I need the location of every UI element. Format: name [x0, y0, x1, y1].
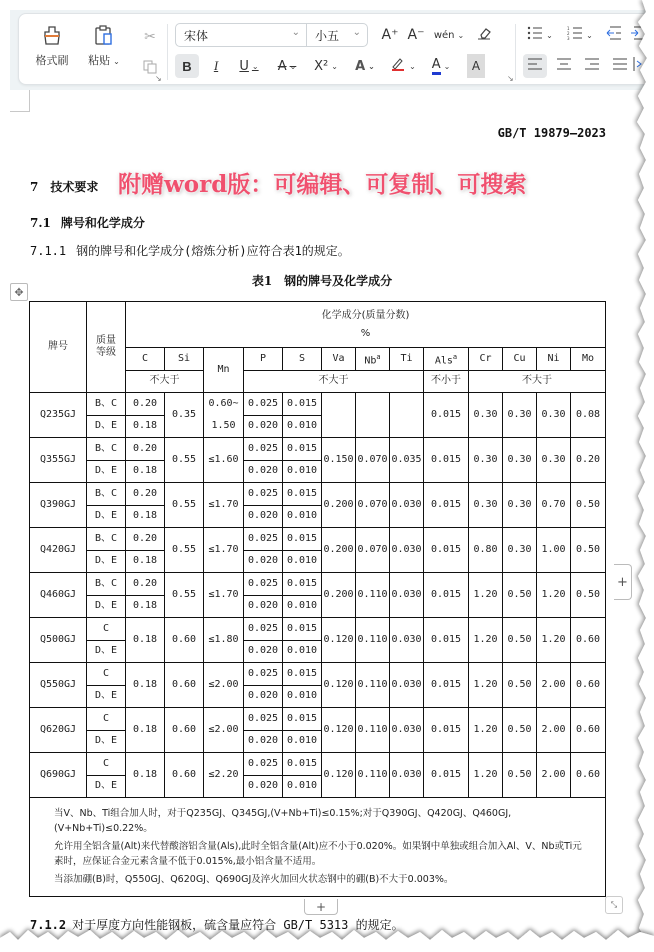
font-size-select[interactable]	[306, 23, 368, 47]
eraser-icon	[476, 25, 492, 45]
chevron-down-icon: ⌄	[368, 61, 375, 71]
header-element-mn: Mn	[204, 348, 244, 393]
numbering-button[interactable]	[563, 23, 597, 47]
grade-cell: Q390GJ	[30, 483, 87, 528]
shrink-font-button[interactable]: A⁻	[407, 27, 425, 43]
chevron-down-icon: ⌄	[251, 61, 259, 71]
chemical-composition-table[interactable]: 牌号 质量等级 化学成分(质量分数) % C Si Mn P S Va Nb$^a$ Ti Als$^a$ Cr Cu Ni Mo 不大于 不大于 不小于 不大于 Q235GJ B、C 0.20 0.35 0.60~ 1.50 0.025 0.015 0.015 0.30 0.30 0.30 0.08 D、E 0.18 0.020 0.010 Q355GJ B、C 0.20 0.55 ≤1.60 0.025 0.015 0.150 0.070 0.035 0.015 0.30 0.30 0.30 0.20 D、E 0.18 0.020 0.010 Q390GJ B、C 0.20 0.55 ≤1.70 0.025 0.015 0.200 0.070 0.030 0.015 0.30 0.30 0.70 0.50 D、E 0.18 0.020 0.010 Q420GJ B、C 0.20 0.55 ≤1.70 0.025 0.015 0.200 0.070 0.030 0.015 0.80 0.30 1.00 0.50 D、E 0.18 0.020 0.010 Q460GJ B、C 0.20 0.55 ≤1.70 0.025 0.015 0.200 0.110 0.030 0.015 1.20 0.50 1.20 0.50 D、E 0.18 0.020 0.010 Q500GJ C 0.18 0.60 ≤1.80 0.025 0.015 0.120 0.110 0.030 0.015 1.20 0.50 1.20 0.60 D、E 0.020 0.010 Q550GJ C 0.18 0.60 ≤2.00 0.025 0.015 0.120 0.110 0.030 0.015 1.20 0.50 2.00 0.60 D、E 0.020 0.010 Q620GJ C 0.18 0.60 ≤2.00 0.025 0.015 0.120 0.110 0.030 0.015 1.20 0.50 2.00 0.60 D、E 0.020 0.010 Q690GJ C 0.18 0.60 ≤2.20 0.025 0.015 0.120 0.110 0.030 0.015 1.20 0.50 2.00 0.60 D、E 0.020 0.010 当V、Nb、Ti组合加人时，对于Q235GJ、Q345GJ,(V+Nb+Ti)≤0.15%;对于Q390GJ、Q420GJ、Q460GJ,(V+Nb+Ti)≤0.22%。 允许用全铝含量(Alt)来代替酸溶铝含量(Als),此时全铝含量(Alt)应不小于0.020%。如果钢中单独或组合加入Al、V、Nb或Ti元素时，应保证合金元素含量不低于0.015%,最小铝含量不适用。 当添加硼(B)时，Q550GJ、Q620GJ、Q690GJ及淬火加回火状态钢中的硼(B)不大于0.003%。	[29, 301, 606, 897]
limit-not-more: 不大于	[469, 370, 606, 393]
torn-edge-right	[632, 0, 654, 952]
bullet-list-icon	[527, 26, 543, 44]
header-chem-composition: 化学成分(质量分数) %	[126, 302, 606, 348]
grade-cell: Q420GJ	[30, 528, 87, 573]
header-element-als: Als$^a$	[424, 348, 469, 371]
paste-label: 粘贴	[88, 54, 111, 67]
grow-font-button[interactable]: A⁺	[381, 27, 399, 43]
separator	[167, 24, 168, 80]
header-element-va: Va	[322, 348, 356, 371]
header-quality-grade: 质量等级	[87, 302, 126, 393]
justify-button[interactable]	[609, 54, 631, 78]
chevron-down-icon: ⌄	[291, 27, 300, 38]
grade-cell: Q460GJ	[30, 573, 87, 618]
footnote: 当V、Nb、Ti组合加人时，对于Q235GJ、Q345GJ,(V+Nb+Ti)≤0.15%;对于Q390GJ、Q420GJ、Q460GJ,(V+Nb+Ti)≤0.22%。	[54, 808, 512, 834]
table-row: Q500GJ C 0.18 0.60 ≤1.80 0.025 0.015 0.120 0.110 0.030 0.015 1.20 0.50 1.20 0.60	[30, 618, 606, 641]
table-footnotes	[30, 798, 606, 897]
limit-not-more: 不大于	[126, 370, 204, 393]
table-row: Q620GJ C 0.18 0.60 ≤2.00 0.025 0.015 0.120 0.110 0.030 0.015 1.20 0.50 2.00 0.60	[30, 708, 606, 731]
scissors-icon[interactable]: ✂	[144, 29, 156, 45]
header-element-cr: Cr	[469, 348, 503, 371]
ribbon-toolbar	[18, 13, 654, 85]
clipboard-icon	[81, 20, 127, 50]
grade-cell: Q550GJ	[30, 663, 87, 708]
bold-button[interactable]: B	[175, 54, 199, 78]
header-element-ti: Ti	[390, 348, 424, 371]
chevron-down-icon[interactable]: ⌄	[113, 57, 120, 66]
limit-not-less: 不小于	[424, 370, 469, 393]
format-painter-icon	[29, 20, 75, 50]
paragraph-7-1-2: 7.1.2 对于厚度方向性能钢板，硫含量应符合 GB/T 5313 的规定。	[30, 918, 404, 932]
paste-button[interactable]	[81, 20, 127, 68]
table-row: Q460GJ B、C 0.20 0.55 ≤1.70 0.025 0.015 0.200 0.110 0.030 0.015 1.20 0.50 1.20 0.50	[30, 573, 606, 596]
header-element-si: Si	[165, 348, 204, 371]
justify-icon	[613, 58, 627, 74]
align-left-button[interactable]	[523, 54, 547, 78]
chevron-down-icon: ⌄	[586, 30, 593, 40]
font-color-icon: A	[432, 58, 441, 75]
chevron-down-icon: ⌄	[443, 61, 451, 71]
paragraph-7-1-1: 7.1.1 钢的牌号和化学成分(熔炼分析)应符合表1的规定。	[30, 244, 350, 258]
font-name-value: 宋体	[184, 28, 209, 43]
grade-cell: Q690GJ	[30, 753, 87, 798]
header-element-mo: Mo	[571, 348, 606, 371]
clipboard-dialog-launcher-icon[interactable]: ↘	[155, 74, 162, 83]
bullets-button[interactable]	[523, 23, 557, 47]
grade-cell: Q235GJ	[30, 393, 87, 438]
clear-format-button[interactable]	[473, 23, 495, 47]
header-element-s: S	[283, 348, 322, 371]
phonetic-guide-button[interactable]: wén ⌄	[433, 29, 465, 41]
grade-cell: Q500GJ	[30, 618, 87, 663]
header-element-ni: Ni	[537, 348, 571, 371]
font-color-button[interactable]	[425, 54, 457, 78]
heading-section-7: 7 技术要求	[30, 180, 99, 194]
standard-number-header: GB/T 19879—2023	[497, 126, 606, 140]
character-shading-button[interactable]: A	[467, 54, 485, 78]
highlighter-icon	[390, 56, 406, 76]
limit-not-more: 不大于	[244, 370, 424, 393]
strikethrough-button[interactable]: A ⌄	[277, 58, 297, 74]
decrease-indent-button[interactable]	[603, 23, 625, 47]
header-element-p: P	[244, 348, 283, 371]
align-left-icon	[528, 58, 542, 74]
font-dialog-launcher-icon[interactable]: ↘	[507, 74, 514, 83]
separator	[515, 24, 516, 80]
svg-text:3: 3	[567, 36, 570, 40]
font-size-value: 小五	[315, 28, 340, 43]
chevron-down-icon: ⌄	[289, 61, 297, 71]
torn-edge-bottom	[0, 922, 654, 952]
header-element-c: C	[126, 348, 165, 371]
table-resize-handle[interactable]: ⤡	[605, 896, 623, 914]
table-row: Q420GJ B、C 0.20 0.55 ≤1.70 0.025 0.015 0.200 0.070 0.030 0.015 0.80 0.30 1.00 0.50	[30, 528, 606, 551]
align-center-icon	[557, 58, 571, 74]
grade-cell: Q355GJ	[30, 438, 87, 483]
svg-text:1: 1	[567, 26, 570, 31]
format-painter-button[interactable]: 格式刷	[29, 20, 75, 68]
header-element-cu: Cu	[503, 348, 537, 371]
chevron-down-icon: ⌄	[352, 27, 361, 38]
table-row: Q550GJ C 0.18 0.60 ≤2.00 0.025 0.015 0.120 0.110 0.030 0.015 1.20 0.50 2.00 0.60	[30, 663, 606, 686]
page-margin-corner-marker	[10, 90, 30, 112]
table-row: Q355GJ B、C 0.20 0.55 ≤1.60 0.025 0.015 0.150 0.070 0.035 0.015 0.30 0.30 0.30 0.20	[30, 438, 606, 461]
svg-text:2: 2	[567, 31, 570, 36]
superscript-button[interactable]: X² ⌄	[314, 58, 338, 74]
chevron-down-icon: ⌄	[457, 30, 465, 40]
font-name-select[interactable]	[175, 23, 307, 47]
outdent-icon	[606, 26, 622, 44]
text-effect-button[interactable]: A ⌄	[355, 58, 375, 74]
header-grade: 牌号	[30, 302, 87, 393]
table-row: Q690GJ C 0.18 0.60 ≤2.20 0.025 0.015 0.120 0.110 0.030 0.015 1.20 0.50 2.00 0.60	[30, 753, 606, 776]
add-column-button[interactable]: +	[614, 564, 632, 600]
table-row: Q390GJ B、C 0.20 0.55 ≤1.70 0.025 0.015 0.200 0.070 0.030 0.015 0.30 0.30 0.70 0.50	[30, 483, 606, 506]
chevron-down-icon: ⌄	[331, 61, 338, 71]
table-row: Q235GJ B、C 0.20 0.35 0.60~ 1.50 0.025 0.015 0.015 0.30 0.30 0.30 0.08	[30, 393, 606, 416]
align-right-icon	[585, 58, 599, 74]
add-row-button[interactable]: +	[304, 899, 338, 915]
header-element-nb: Nb$^a$	[356, 348, 390, 371]
promo-banner-overlay: 附赠word版：可编辑、可复制、可搜索	[118, 171, 527, 198]
document-page[interactable]	[10, 90, 634, 952]
table-move-handle[interactable]: ✥	[10, 283, 28, 301]
numbered-list-icon	[567, 26, 583, 44]
align-center-button[interactable]	[553, 54, 575, 78]
footnote: 允许用全铝含量(Alt)来代替酸溶铝含量(Als),此时全铝含量(Alt)应不小于0.020%。如果钢中单独或组合加入Al、V、Nb或Ti元素时，应保证合金元素含量不低于0.015%,最小铝含量不适用。	[54, 841, 582, 867]
highlight-button[interactable]	[387, 54, 419, 78]
heading-section-7-1: 7.1 牌号和化学成分	[30, 216, 145, 230]
grade-cell: Q620GJ	[30, 708, 87, 753]
quality-cell: B、C	[87, 393, 126, 416]
table-caption: 表1 钢的牌号及化学成分	[251, 274, 393, 288]
footnote: 当添加硼(B)时，Q550GJ、Q620GJ、Q690GJ及淬火加回火状态钢中的硼(B)不大于0.003%。	[54, 874, 454, 885]
underline-button[interactable]: U ⌄	[239, 58, 259, 74]
quality-cell: D、E	[87, 415, 126, 438]
ribbon-area	[10, 10, 654, 90]
chevron-down-icon: ⌄	[546, 30, 553, 40]
italic-button[interactable]: I	[213, 58, 219, 73]
align-right-button[interactable]	[581, 54, 603, 78]
chevron-down-icon: ⌄	[409, 61, 416, 71]
